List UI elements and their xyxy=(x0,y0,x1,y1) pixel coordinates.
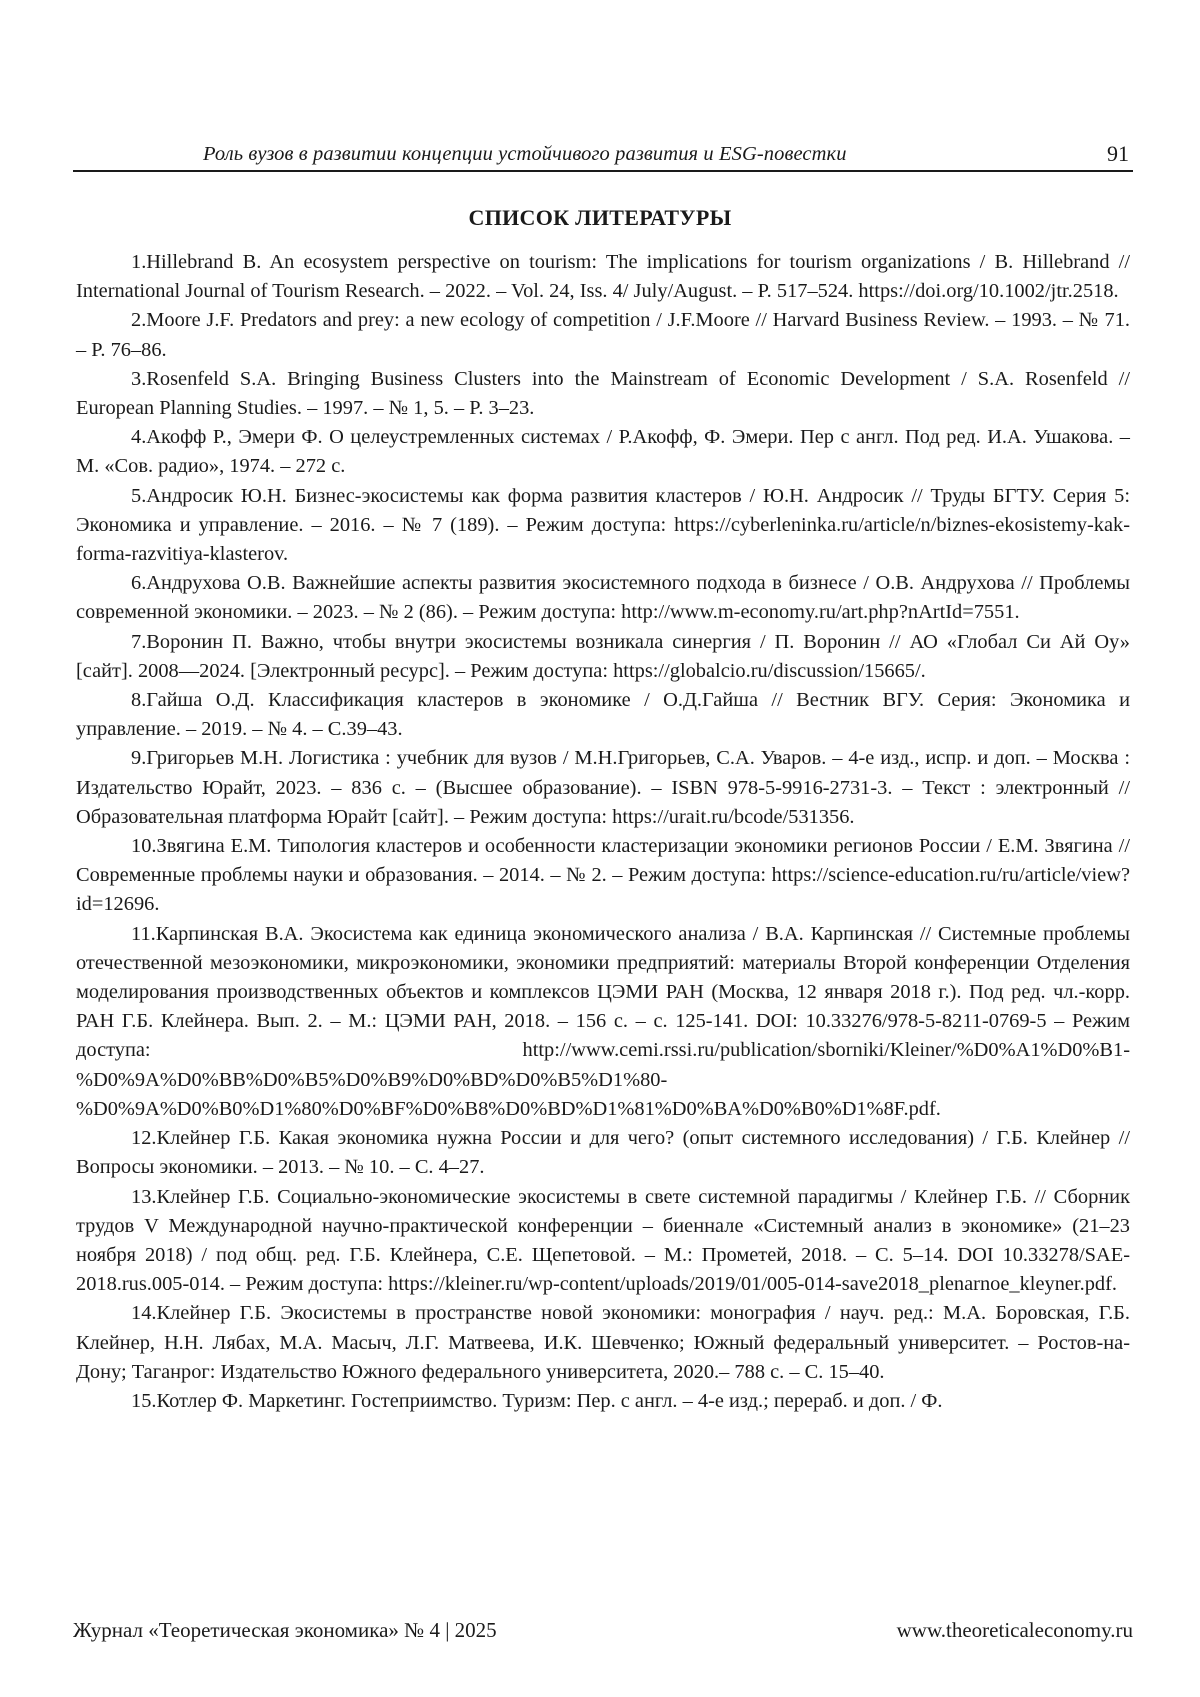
section-title: СПИСОК ЛИТЕРАТУРЫ xyxy=(0,205,1200,231)
page-number: 91 xyxy=(1107,141,1129,167)
reference-item: 6.Андрухова О.В. Важнейшие аспекты развития экосистемного подхода в бизнесе / О.В. Андрухова // Проблемы современной экономики. – 2023. – № 2 (86). – Режим доступа: http://www.m-economy.ru/art.php?nArtId=7551. xyxy=(76,569,1130,627)
journal-issue: Журнал «Теоретическая экономика» № 4 | 2025 xyxy=(73,1618,497,1643)
reference-item: 13.Клейнер Г.Б. Социально-экономические экосистемы в свете системной парадигмы / Клейнер Г.Б. // Сборник трудов V Международной научно-практической конференции – биеннале «Системный анализ в экономике» (21–23 ноября 2018) / под общ. ред. Г.Б. Клейнера, С.Е. Щепетовой. – М.: Прометей, 2018. – С. 5–14. DOI 10.33278/SAE-2018.rus.005-014. – Режим доступа: https://kleiner.ru/wp-content/uploads/2019/01/005-014-save2018_plenarnoe_kleyner.pdf. xyxy=(76,1183,1130,1300)
reference-item: 7.Воронин П. Важно, чтобы внутри экосистемы возникала синергия / П. Воронин // АО «Глобал Си Ай Оу» [сайт]. 2008—2024. [Электронный ресурс]. – Режим доступа: https://globalcio.ru/discussion/15665/. xyxy=(76,628,1130,686)
running-header xyxy=(73,140,1133,172)
page-footer xyxy=(73,1618,1133,1648)
reference-item: 4.Акофф Р., Эмери Ф. О целеустремленных системах / Р.Акофф, Ф. Эмери. Пер с англ. Под ред. И.А. Ушакова. – М. «Сов. радио», 1974. – 272 с. xyxy=(76,423,1130,481)
reference-item: 8.Гайша О.Д. Классификация кластеров в экономике / О.Д.Гайша // Вестник ВГУ. Серия: Экономика и управление. – 2019. – № 4. – С.39–43. xyxy=(76,686,1130,744)
reference-item: 2.Moore J.F. Predators and prey: a new ecology of competition / J.F.Moore // Harvard Business Review. – 1993. – № 71. – P. 76–86. xyxy=(76,306,1130,364)
journal-website-link[interactable]: www.theoreticaleconomy.ru xyxy=(897,1618,1133,1643)
reference-item: 12.Клейнер Г.Б. Какая экономика нужна России и для чего? (опыт системного исследования) / Г.Б. Клейнер // Вопросы экономики. – 2013. – № 10. – С. 4–27. xyxy=(76,1124,1130,1182)
reference-item: 10.Звягина Е.М. Типология кластеров и особенности кластеризации экономики регионов России / Е.М. Звягина // Современные проблемы науки и образования. – 2014. – № 2. – Режим доступа: https://science-education.ru/ru/article/view?id=12696. xyxy=(76,832,1130,920)
reference-item: 5.Андросик Ю.Н. Бизнес-экосистемы как форма развития кластеров / Ю.Н. Андросик // Труды БГТУ. Серия 5: Экономика и управление. – 2016. – № 7 (189). – Режим доступа: https://cyberleninka.ru/article/n/biznes-ekosistemy-kak-forma-razvitiya-klasterov. xyxy=(76,482,1130,570)
reference-item: 14.Клейнер Г.Б. Экосистемы в пространстве новой экономики: монография / науч. ред.: М.А. Боровская, Г.Б. Клейнер, Н.Н. Лябах, М.А. Масыч, Л.Г. Матвеева, И.К. Шевченко; Южный федеральный университет. – Ростов-на-Дону; Таганрог: Издательство Южного федерального университета, 2020.– 788 с. – С. 15–40. xyxy=(76,1299,1130,1387)
reference-item: 3.Rosenfeld S.A. Bringing Business Clusters into the Mainstream of Economic Development / S.A. Rosenfeld // European Planning Studies. – 1997. – № 1, 5. – P. 3–23. xyxy=(76,365,1130,423)
reference-item: 15.Котлер Ф. Маркетинг. Гостеприимство. Туризм: Пер. с англ. – 4-е изд.; перераб. и доп. / Ф. xyxy=(76,1387,1130,1416)
reference-list xyxy=(76,248,1130,1416)
reference-item: 9.Григорьев М.Н. Логистика : учебник для вузов / М.Н.Григорьев, С.А. Уваров. – 4-е изд., испр. и доп. – Москва : Издательство Юрайт, 2023. – 836 с. – (Высшее образование). – ISBN 978-5-9916-2731-3. – Текст : электронный // Образовательная платформа Юрайт [сайт]. – Режим доступа: https://urait.ru/bcode/531356. xyxy=(76,744,1130,832)
reference-item: 1.Hillebrand B. An ecosystem perspective on tourism: The implications for tourism organizations / B. Hillebrand // International Journal of Tourism Research. – 2022. – Vol. 24, Iss. 4/ July/August. – P. 517–524. https://doi.org/10.1002/jtr.2518. xyxy=(76,248,1130,306)
reference-item: 11.Карпинская В.А. Экосистема как единица экономического анализа / В.А. Карпинская // Системные проблемы отечественной мезоэкономики, микроэкономики, экономики предприятий: материалы Второй конференции Отделения моделирования производственных объектов и комплексов ЦЭМИ РАН (Москва, 12 января 2018 г.). Под ред. чл.-корр. РАН Г.Б. Клейнера. Вып. 2. – М.: ЦЭМИ РАН, 2018. – 156 с. – с. 125-141. DOI: 10.33276/978-5-8211-0769-5 – Режим доступа: http://www.cemi.rssi.ru/publication/sborniki/Kleiner/%D0%A1%D0%B1-%D0%9A%D0%BB%D0%B5%D0%B9%D0%BD%D0%B5%D1%80-%D0%9A%D0%B0%D1%80%D0%BF%D0%B8%D0%BD%D1%81%D0%BA%D0%B0%D1%8F.pdf. xyxy=(76,920,1130,1124)
running-title: Роль вузов в развитии концепции устойчивого развития и ESG-повестки xyxy=(203,143,847,166)
